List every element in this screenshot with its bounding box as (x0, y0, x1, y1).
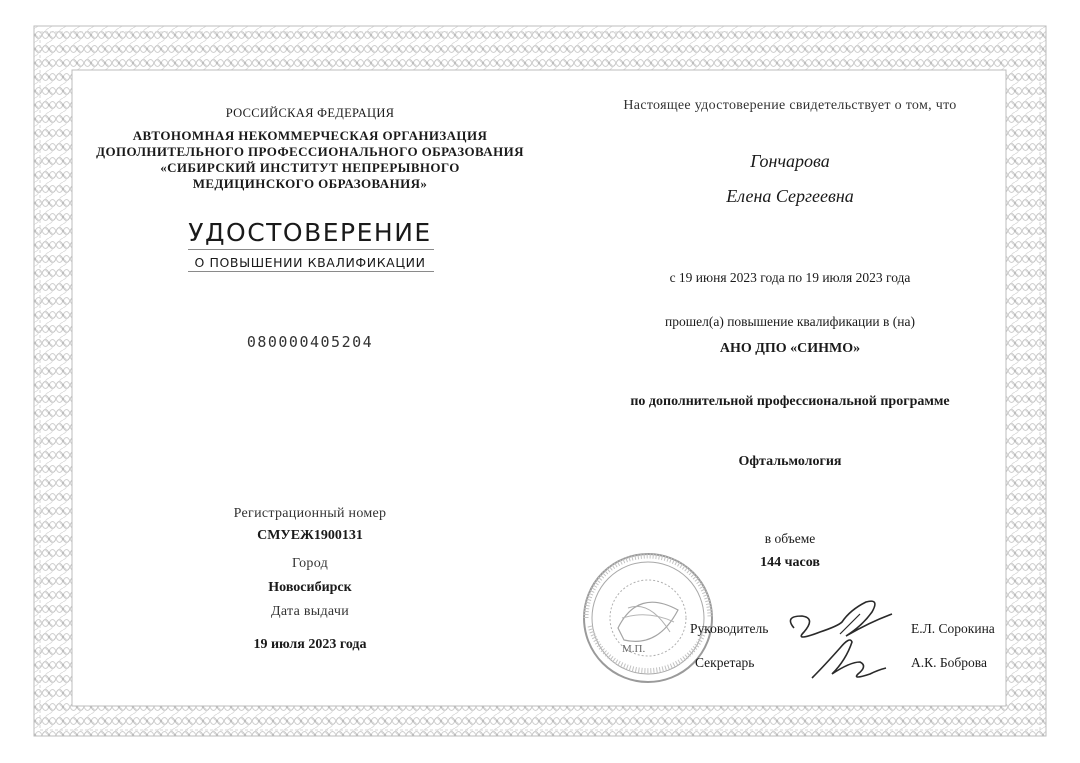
registration-number: СМУЕЖ1900131 (257, 528, 363, 543)
serial-number: 080000405204 (246, 333, 374, 351)
volume-label: в объеме (764, 531, 816, 546)
document-title: УДОСТОВЕРЕНИЕ (188, 218, 432, 247)
org-name-line-3: «СИБИРСКИЙ ИНСТИТУТ НЕПРЕРЫВНОГО (160, 160, 460, 175)
program-name: Офтальмология (738, 454, 842, 469)
registration-label: Регистрационный номер (233, 506, 387, 521)
issue-date-value: 19 июля 2023 года (253, 637, 367, 652)
holder-surname: Гончарова (750, 151, 830, 171)
country-label: РОССИЙСКАЯ ФЕДЕРАЦИЯ (225, 106, 395, 120)
secretary-label: Секретарь (695, 655, 755, 670)
holder-given-names: Елена Сергеевна (726, 186, 854, 206)
issue-date-label: Дата выдачи (270, 604, 350, 619)
org-name-line-4: МЕДИЦИНСКОГО ОБРАЗОВАНИЯ» (192, 176, 428, 191)
document-subtitle: О ПОВЫШЕНИИ КВАЛИФИКАЦИИ (194, 255, 426, 270)
title-rule (188, 249, 434, 250)
org-name-line-1: АВТОНОМНАЯ НЕКОММЕРЧЕСКАЯ ОРГАНИЗАЦИЯ (132, 128, 488, 143)
institution-name: АНО ДПО «СИНМО» (719, 341, 861, 356)
program-label: по дополнительной профессиональной программе (630, 394, 950, 409)
volume-value: 144 часов (760, 555, 820, 570)
secretary-name: А.К. Боброва (911, 655, 987, 670)
city-value: Новосибирск (268, 580, 352, 595)
intro-text: Настоящее удостоверение свидетельствует о том, что (623, 98, 957, 113)
subtitle-rule (188, 271, 434, 272)
head-name: Е.Л. Сорокина (911, 621, 995, 636)
training-period: с 19 июня 2023 года по 19 июля 2023 года (669, 270, 911, 285)
city-label: Город (291, 556, 329, 571)
passed-text: прошел(а) повышение квалификации в (на) (665, 314, 915, 329)
stamp-mp-label: М.П. (622, 643, 646, 655)
head-label: Руководитель (690, 621, 769, 636)
secretary-signature (806, 626, 890, 686)
org-name-line-2: ДОПОЛНИТЕЛЬНОГО ПРОФЕССИОНАЛЬНОГО ОБРАЗОВАНИЯ (96, 144, 524, 159)
